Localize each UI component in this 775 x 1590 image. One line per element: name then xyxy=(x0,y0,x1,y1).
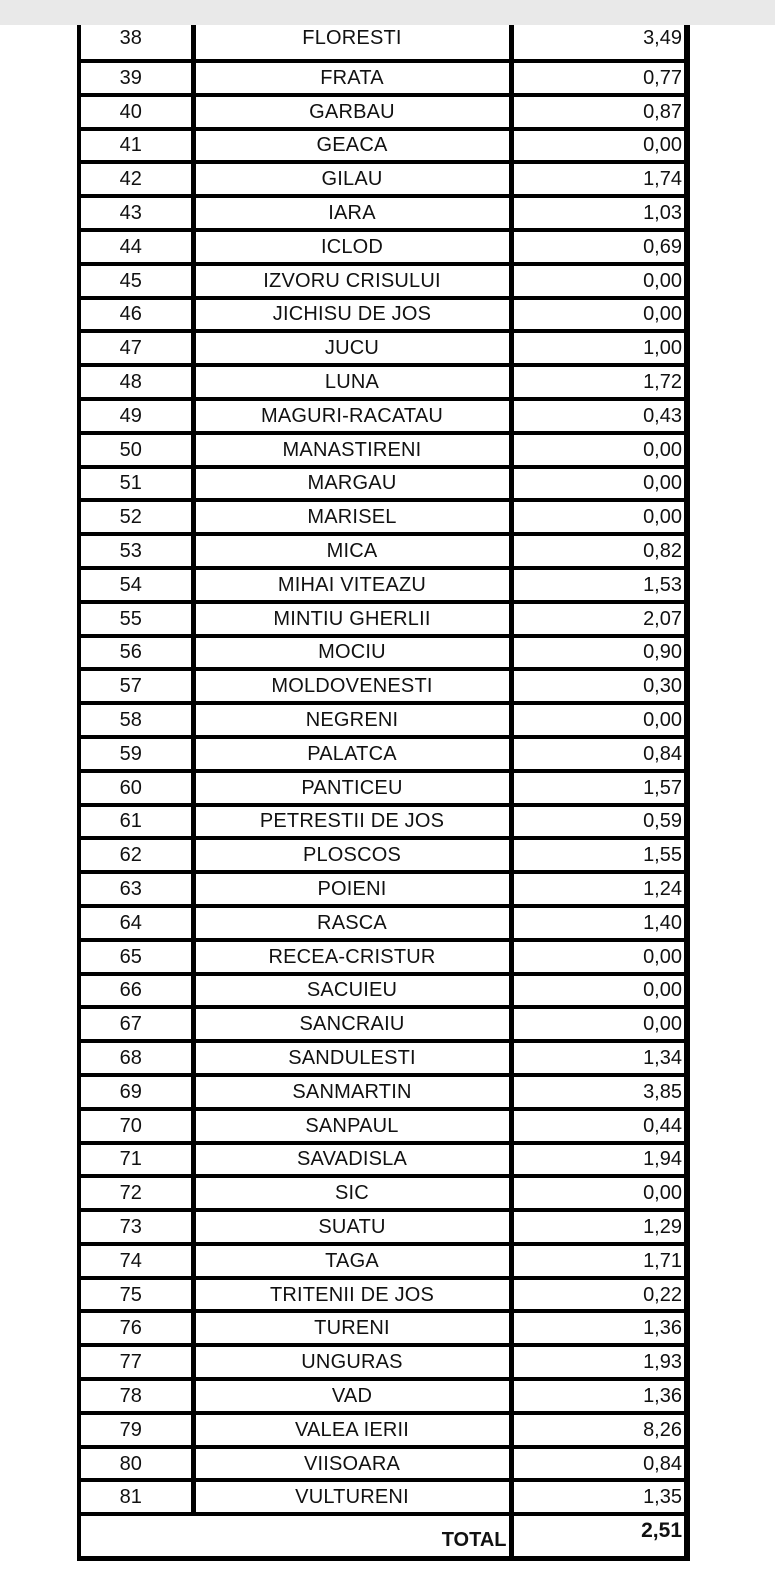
table-row xyxy=(81,534,684,568)
commune-value: 1,36 xyxy=(511,1379,684,1413)
row-number: 80 xyxy=(81,1447,193,1481)
total-value: 2,51 xyxy=(641,1519,682,1543)
commune-name: MANASTIRENI xyxy=(193,433,511,467)
commune-value: 1,72 xyxy=(511,365,684,399)
row-number: 68 xyxy=(81,1041,193,1075)
commune-name: MARISEL xyxy=(193,500,511,534)
commune-name: MARGAU xyxy=(193,467,511,501)
commune-name: PLOSCOS xyxy=(193,838,511,872)
row-number: 72 xyxy=(81,1176,193,1210)
commune-name: SANCRAIU xyxy=(193,1007,511,1041)
commune-value: 3,85 xyxy=(511,1075,684,1109)
row-number: 51 xyxy=(81,467,193,501)
commune-value: 1,55 xyxy=(511,838,684,872)
commune-name: IARA xyxy=(193,196,511,230)
row-number: 38 xyxy=(81,25,193,61)
commune-name: JUCU xyxy=(193,331,511,365)
row-number: 81 xyxy=(81,1480,193,1514)
row-number: 59 xyxy=(81,737,193,771)
commune-name: MOCIU xyxy=(193,636,511,670)
commune-value: 3,49 xyxy=(511,25,684,61)
commune-value: 1,24 xyxy=(511,872,684,906)
table-row xyxy=(81,264,684,298)
table-row xyxy=(81,1480,684,1514)
commune-name: JICHISU DE JOS xyxy=(193,298,511,332)
commune-value: 1,74 xyxy=(511,162,684,196)
table-row xyxy=(81,805,684,839)
row-number: 78 xyxy=(81,1379,193,1413)
commune-name: RECEA-CRISTUR xyxy=(193,940,511,974)
table-row xyxy=(81,433,684,467)
row-number: 53 xyxy=(81,534,193,568)
table-row xyxy=(81,1278,684,1312)
commune-value: 0,00 xyxy=(511,703,684,737)
row-number: 56 xyxy=(81,636,193,670)
table-row xyxy=(81,399,684,433)
commune-name: PALATCA xyxy=(193,737,511,771)
commune-value: 0,44 xyxy=(511,1109,684,1143)
commune-name: TRITENII DE JOS xyxy=(193,1278,511,1312)
commune-value: 1,93 xyxy=(511,1345,684,1379)
table-row xyxy=(81,1041,684,1075)
table-row xyxy=(81,365,684,399)
row-number: 77 xyxy=(81,1345,193,1379)
commune-value: 1,00 xyxy=(511,331,684,365)
row-number: 48 xyxy=(81,365,193,399)
table-row xyxy=(81,1413,684,1447)
commune-name: UNGURAS xyxy=(193,1345,511,1379)
table-row xyxy=(81,771,684,805)
commune-name: SANPAUL xyxy=(193,1109,511,1143)
commune-value: 0,82 xyxy=(511,534,684,568)
total-label: TOTAL xyxy=(81,1514,511,1556)
commune-value: 1,34 xyxy=(511,1041,684,1075)
table-row xyxy=(81,737,684,771)
commune-value: 1,94 xyxy=(511,1143,684,1177)
commune-value: 0,00 xyxy=(511,500,684,534)
row-number: 50 xyxy=(81,433,193,467)
table-row xyxy=(81,230,684,264)
row-number: 65 xyxy=(81,940,193,974)
commune-name: MAGURI-RACATAU xyxy=(193,399,511,433)
row-number: 52 xyxy=(81,500,193,534)
commune-name: PANTICEU xyxy=(193,771,511,805)
commune-name: VALEA IERII xyxy=(193,1413,511,1447)
commune-name: ICLOD xyxy=(193,230,511,264)
table-row xyxy=(81,61,684,95)
commune-value: 0,87 xyxy=(511,95,684,129)
commune-value: 0,30 xyxy=(511,669,684,703)
row-number: 42 xyxy=(81,162,193,196)
table-row xyxy=(81,1143,684,1177)
commune-name: SACUIEU xyxy=(193,974,511,1008)
row-number: 74 xyxy=(81,1244,193,1278)
row-number: 45 xyxy=(81,264,193,298)
row-number: 69 xyxy=(81,1075,193,1109)
table-row xyxy=(81,974,684,1008)
commune-value: 0,00 xyxy=(511,1007,684,1041)
commune-value: 1,57 xyxy=(511,771,684,805)
total-row xyxy=(81,1514,684,1556)
row-number: 79 xyxy=(81,1413,193,1447)
commune-value: 0,43 xyxy=(511,399,684,433)
commune-name: GEACA xyxy=(193,129,511,163)
commune-name: MOLDOVENESTI xyxy=(193,669,511,703)
row-number: 61 xyxy=(81,805,193,839)
commune-value: 0,00 xyxy=(511,940,684,974)
commune-name: SANDULESTI xyxy=(193,1041,511,1075)
table-row xyxy=(81,500,684,534)
commune-value: 0,00 xyxy=(511,264,684,298)
commune-name: FRATA xyxy=(193,61,511,95)
row-number: 40 xyxy=(81,95,193,129)
commune-name: GARBAU xyxy=(193,95,511,129)
table-row xyxy=(81,940,684,974)
row-number: 44 xyxy=(81,230,193,264)
commune-value: 1,53 xyxy=(511,568,684,602)
row-number: 39 xyxy=(81,61,193,95)
commune-value: 1,40 xyxy=(511,906,684,940)
commune-value: 0,00 xyxy=(511,433,684,467)
row-number: 60 xyxy=(81,771,193,805)
commune-value: 0,90 xyxy=(511,636,684,670)
commune-name: RASCA xyxy=(193,906,511,940)
table-row xyxy=(81,1244,684,1278)
commune-name: FLORESTI xyxy=(193,25,511,61)
row-number: 47 xyxy=(81,331,193,365)
table-row xyxy=(81,636,684,670)
table-row xyxy=(81,906,684,940)
table-row xyxy=(81,1345,684,1379)
table-row xyxy=(81,95,684,129)
table-row xyxy=(81,1176,684,1210)
commune-values-table xyxy=(81,25,684,1556)
commune-name: TAGA xyxy=(193,1244,511,1278)
commune-value: 0,59 xyxy=(511,805,684,839)
table-row xyxy=(81,1311,684,1345)
table-row xyxy=(81,1109,684,1143)
commune-name: MICA xyxy=(193,534,511,568)
table-row xyxy=(81,568,684,602)
table-row xyxy=(81,1075,684,1109)
table-row xyxy=(81,602,684,636)
commune-name: SIC xyxy=(193,1176,511,1210)
row-number: 58 xyxy=(81,703,193,737)
row-number: 57 xyxy=(81,669,193,703)
table-row xyxy=(81,331,684,365)
commune-value: 1,29 xyxy=(511,1210,684,1244)
table-row xyxy=(81,1447,684,1481)
row-number: 49 xyxy=(81,399,193,433)
table-row xyxy=(81,298,684,332)
table-row xyxy=(81,196,684,230)
commune-name: GILAU xyxy=(193,162,511,196)
commune-name: MINTIU GHERLII xyxy=(193,602,511,636)
commune-name: SAVADISLA xyxy=(193,1143,511,1177)
row-number: 66 xyxy=(81,974,193,1008)
commune-name: LUNA xyxy=(193,365,511,399)
commune-name: VULTURENI xyxy=(193,1480,511,1514)
commune-value: 0,00 xyxy=(511,974,684,1008)
table-row xyxy=(81,703,684,737)
commune-value: 2,07 xyxy=(511,602,684,636)
table-row xyxy=(81,872,684,906)
row-number: 75 xyxy=(81,1278,193,1312)
data-table-container xyxy=(77,25,690,1561)
commune-value: 0,77 xyxy=(511,61,684,95)
row-number: 64 xyxy=(81,906,193,940)
commune-value: 0,84 xyxy=(511,737,684,771)
commune-value: 1,35 xyxy=(511,1480,684,1514)
commune-value: 0,00 xyxy=(511,467,684,501)
commune-value: 0,00 xyxy=(511,1176,684,1210)
table-row xyxy=(81,129,684,163)
row-number: 43 xyxy=(81,196,193,230)
commune-name: VAD xyxy=(193,1379,511,1413)
commune-value: 8,26 xyxy=(511,1413,684,1447)
commune-value: 0,22 xyxy=(511,1278,684,1312)
table-row xyxy=(81,25,684,61)
commune-value: 0,69 xyxy=(511,230,684,264)
commune-value: 0,84 xyxy=(511,1447,684,1481)
commune-name: MIHAI VITEAZU xyxy=(193,568,511,602)
commune-name: POIENI xyxy=(193,872,511,906)
commune-name: IZVORU CRISULUI xyxy=(193,264,511,298)
row-number: 73 xyxy=(81,1210,193,1244)
table-row xyxy=(81,467,684,501)
commune-name: SUATU xyxy=(193,1210,511,1244)
row-number: 54 xyxy=(81,568,193,602)
table-row xyxy=(81,838,684,872)
commune-name: NEGRENI xyxy=(193,703,511,737)
row-number: 46 xyxy=(81,298,193,332)
commune-name: SANMARTIN xyxy=(193,1075,511,1109)
table-row xyxy=(81,1379,684,1413)
row-number: 41 xyxy=(81,129,193,163)
commune-value: 1,71 xyxy=(511,1244,684,1278)
commune-name: VIISOARA xyxy=(193,1447,511,1481)
table-row xyxy=(81,669,684,703)
row-number: 70 xyxy=(81,1109,193,1143)
table-row xyxy=(81,1007,684,1041)
row-number: 67 xyxy=(81,1007,193,1041)
table-row xyxy=(81,162,684,196)
row-number: 71 xyxy=(81,1143,193,1177)
commune-value: 1,36 xyxy=(511,1311,684,1345)
row-number: 76 xyxy=(81,1311,193,1345)
page-top-edge xyxy=(0,0,775,25)
commune-value: 0,00 xyxy=(511,298,684,332)
row-number: 63 xyxy=(81,872,193,906)
commune-name: TURENI xyxy=(193,1311,511,1345)
table-row xyxy=(81,1210,684,1244)
row-number: 55 xyxy=(81,602,193,636)
commune-value: 1,03 xyxy=(511,196,684,230)
commune-name: PETRESTII DE JOS xyxy=(193,805,511,839)
table-body xyxy=(81,25,684,1556)
commune-value: 0,00 xyxy=(511,129,684,163)
row-number: 62 xyxy=(81,838,193,872)
